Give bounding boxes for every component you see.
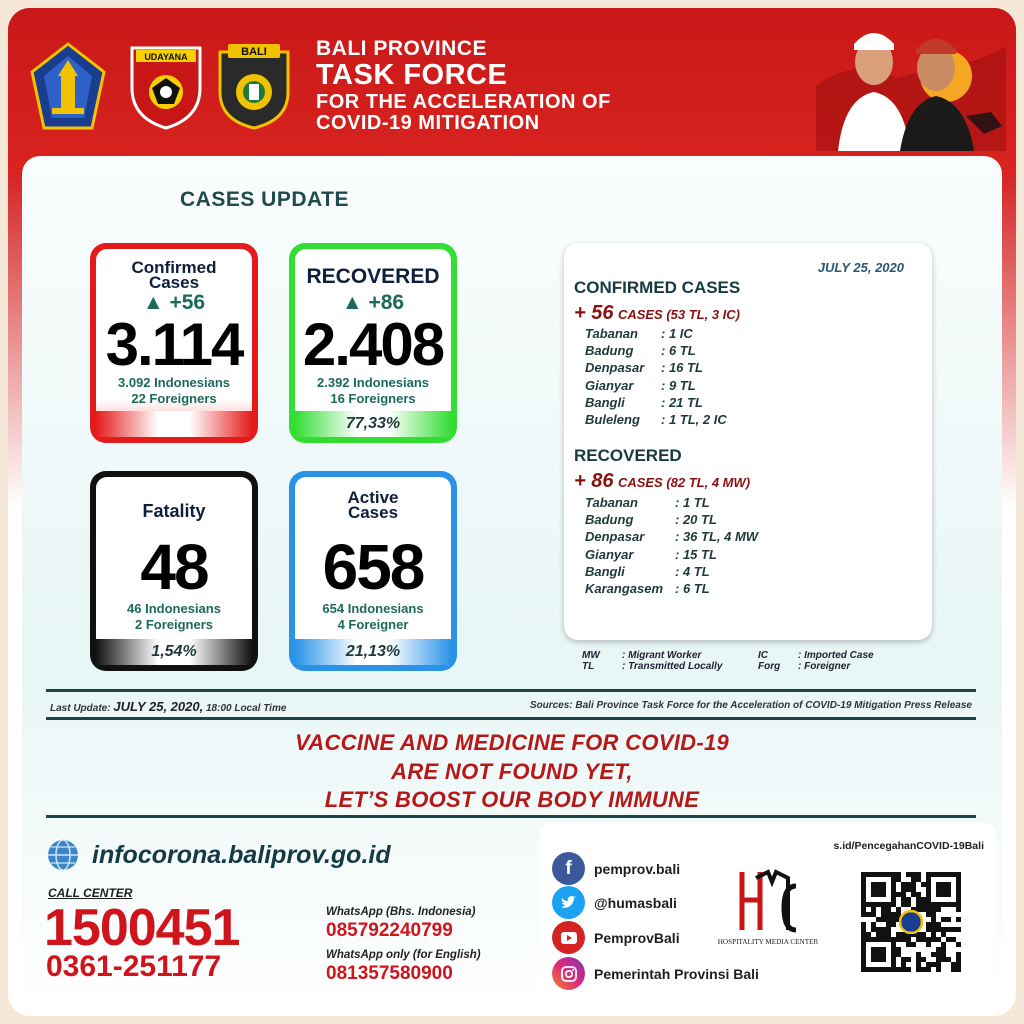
qr-module [871, 922, 876, 927]
regency-row [585, 580, 758, 597]
card-sub-2: 2 Foreigners [134, 617, 214, 632]
qr-finder [936, 882, 951, 897]
qr-module [931, 932, 936, 937]
qr-module [921, 937, 926, 942]
recovered-card [289, 243, 457, 443]
regency-count: : 6 TL [661, 343, 696, 359]
qr-module [941, 917, 946, 922]
regency-name: Buleleng [585, 412, 640, 428]
sources-note: Sources: Bali Province Task Force for the Acceleration of COVID-19 Mitigation Press Release [529, 700, 972, 711]
qr-module [901, 937, 906, 942]
social-instagram[interactable] [552, 957, 759, 990]
regency-name: Bangli [585, 563, 625, 579]
qr-module [956, 942, 961, 947]
qr-module [936, 937, 941, 942]
qr-module [916, 902, 921, 907]
qr-module [921, 897, 926, 902]
qr-module [951, 962, 956, 967]
qr-module [901, 887, 906, 892]
qr-module [926, 967, 931, 972]
qr-module [866, 912, 871, 917]
qr-module [861, 927, 866, 932]
regency-count: : 36 TL, 4 MW [675, 529, 759, 545]
qr-module [881, 927, 886, 932]
confirmed-detail-title: CONFIRMED CASES [574, 278, 741, 297]
qr-module [876, 917, 881, 922]
regency-name: Gianyar [585, 377, 634, 393]
qr-module [901, 892, 906, 897]
social-youtube[interactable] [552, 921, 680, 954]
instagram-icon [552, 957, 585, 990]
qr-module [916, 872, 921, 877]
qr-module [906, 872, 911, 877]
last-update-time: 18:00 Local Time [205, 703, 287, 714]
qr-module [941, 957, 946, 962]
regency-name: Tabanan [585, 326, 638, 341]
qr-module [861, 922, 866, 927]
qr-module [926, 912, 931, 917]
qr-module [896, 872, 901, 877]
qr-module [931, 917, 936, 922]
regency-row [585, 494, 758, 511]
qr-module [946, 917, 951, 922]
recovered-regency-list [585, 494, 758, 597]
confirmed-cases-card [90, 243, 258, 443]
qr-module [946, 937, 951, 942]
qr-module [941, 947, 946, 952]
card-sub-1: 3.092 Indonesians [118, 375, 230, 390]
qr-module [911, 887, 916, 892]
regency-count: : 1 TL [675, 495, 710, 510]
facebook-icon: f [552, 852, 585, 885]
qr-module [861, 912, 866, 917]
qr-module [871, 912, 876, 917]
confirmed-regency-list [585, 325, 727, 428]
qr-module [956, 967, 961, 972]
qr-module [946, 927, 951, 932]
qr-module [921, 967, 926, 972]
call-center-number[interactable]: 1500451 [44, 899, 240, 957]
udayana-emblem-icon [128, 42, 204, 130]
qr-module [906, 882, 911, 887]
qr-module [876, 932, 881, 937]
qr-module [891, 912, 896, 917]
card-inner [295, 477, 451, 665]
recovered-increase-number: + 86 [574, 470, 614, 492]
qr-module [901, 962, 906, 967]
qr-module [896, 947, 901, 952]
card-label: Active [347, 488, 399, 507]
task-force-title [316, 38, 611, 133]
qr-module [906, 957, 911, 962]
qr-module [941, 952, 946, 957]
bali-province-emblem-icon [30, 42, 106, 130]
regency-row [585, 359, 727, 376]
card-footer [96, 411, 252, 437]
header-banner [8, 8, 1016, 173]
qr-module [956, 927, 961, 932]
info-website-link[interactable]: infocorona.baliprov.go.id [92, 841, 391, 869]
qr-module [916, 952, 921, 957]
qr-module [956, 952, 961, 957]
qr-module [896, 952, 901, 957]
recovered-increase-detail: CASES (82 TL, 4 MW) [617, 475, 751, 490]
qr-module [926, 927, 931, 932]
regency-count: : 1 TL, 2 IC [661, 412, 727, 428]
regency-name: Denpasar [585, 529, 645, 545]
social-label: Pemerintah Provinsi Bali [594, 965, 759, 982]
qr-module [901, 902, 906, 907]
qr-module [931, 952, 936, 957]
title-line-1: BALI PROVINCE [316, 37, 488, 60]
qr-module [921, 902, 926, 907]
qr-module [901, 897, 906, 902]
regency-count: : 20 TL [675, 512, 717, 528]
qr-module [906, 967, 911, 972]
card-value: 3.114 [105, 311, 243, 378]
regency-count: : 4 TL [675, 563, 710, 579]
regency-count: : 16 TL [661, 360, 703, 376]
card-inner [96, 477, 252, 665]
regency-name: Karangasem [585, 581, 664, 597]
qr-module [906, 897, 911, 902]
recovery-rate: 77,33% [295, 411, 451, 437]
leaders-photo [816, 16, 1006, 151]
section-title: CASES UPDATE [180, 188, 349, 211]
recovered-increase [574, 470, 750, 493]
qr-module [916, 892, 921, 897]
qr-module [876, 927, 881, 932]
qr-module [861, 932, 866, 937]
hmc-caption: HOSPITALITY MEDIA CENTER [717, 938, 819, 946]
qr-module [911, 872, 916, 877]
qr-module [926, 907, 931, 912]
card-inner [295, 249, 451, 437]
twitter-icon [552, 886, 585, 919]
title-line-3: FOR THE ACCELERATION OF [316, 91, 611, 113]
qr-module [911, 892, 916, 897]
qr-module [896, 937, 901, 942]
regency-name: Badung [585, 512, 634, 528]
qr-module [931, 937, 936, 942]
legend-mw-desc: : Migrant Worker [622, 650, 702, 661]
title-line-4: COVID-19 MITIGATION [316, 112, 540, 134]
globe-icon [46, 838, 80, 872]
qr-module [941, 942, 946, 947]
fatality-card [90, 471, 258, 671]
qr-module [916, 897, 921, 902]
call-center-number-2[interactable]: 0361-251177 [46, 950, 222, 983]
qr-module [931, 927, 936, 932]
last-update-label: Last Update: [50, 703, 111, 714]
card-label-2: Cases [148, 273, 200, 292]
qr-module [871, 907, 876, 912]
qr-module [871, 927, 876, 932]
divider-slogan [46, 815, 976, 818]
qr-module [926, 942, 931, 947]
social-twitter[interactable] [552, 886, 677, 919]
fatality-rate: 1,54% [96, 639, 252, 665]
qr-module [911, 942, 916, 947]
qr-emblem-icon [900, 911, 922, 933]
qr-module [896, 932, 901, 937]
social-label: @humasbali [594, 894, 677, 911]
qr-module [896, 967, 901, 972]
qr-module [936, 922, 941, 927]
qr-module [916, 962, 921, 967]
play-glyph [561, 932, 577, 944]
qr-module [901, 957, 906, 962]
whatsapp-indonesia-label: WhatsApp (Bhs. Indonesia) [326, 906, 476, 918]
slogan-line-2: ARE NOT FOUND YET, [391, 759, 633, 784]
abbreviation-legend [582, 650, 874, 672]
regency-row [585, 342, 727, 359]
qr-module [886, 912, 891, 917]
qr-module [921, 957, 926, 962]
qr-module [926, 962, 931, 967]
card-label-2: Cases [347, 503, 399, 522]
qr-module [896, 907, 901, 912]
qr-module [956, 917, 961, 922]
regency-row [585, 411, 727, 428]
qr-module [926, 922, 931, 927]
qr-module [936, 952, 941, 957]
hospitality-media-center-logo [712, 868, 824, 948]
regency-name: Tabanan [585, 495, 638, 510]
qr-module [951, 927, 956, 932]
qr-module [906, 887, 911, 892]
qr-module [936, 967, 941, 972]
card-sub-2: 16 Foreigners [330, 391, 416, 406]
card-label: RECOVERED [306, 265, 440, 288]
social-label: PemprovBali [594, 929, 680, 946]
legend-ic: IC [758, 650, 768, 661]
qr-module [931, 907, 936, 912]
regency-row [585, 511, 758, 528]
qr-module [881, 917, 886, 922]
qr-module [926, 937, 931, 942]
qr-module [906, 902, 911, 907]
regency-row [585, 394, 727, 411]
divider-top [46, 689, 976, 692]
card-value: 48 [140, 531, 208, 603]
youtube-icon [552, 921, 585, 954]
qr-module [861, 907, 866, 912]
card-inner [96, 249, 252, 437]
last-update [50, 699, 286, 714]
qr-module [921, 932, 926, 937]
regency-count: : 15 TL [675, 546, 717, 562]
card-sub-1: 46 Indonesians [127, 601, 221, 616]
legend-tl-desc: : Transmitted Locally [622, 661, 723, 672]
qr-module [896, 877, 901, 882]
qr-module [931, 912, 936, 917]
qr-module [936, 927, 941, 932]
qr-module [921, 882, 926, 887]
social-facebook[interactable] [552, 852, 680, 885]
regency-row [585, 325, 727, 342]
call-center-label: CALL CENTER [48, 886, 133, 900]
title-line-2: TASK FORCE [316, 59, 508, 91]
qr-module [936, 957, 941, 962]
card-sub-2: 4 Foreigner [337, 617, 409, 632]
qr-module [896, 892, 901, 897]
qr-module [881, 907, 886, 912]
qr-module [951, 967, 956, 972]
card-value: 2.408 [302, 311, 444, 378]
qr-module [921, 907, 926, 912]
qr-module [886, 927, 891, 932]
qr-finder [871, 882, 886, 897]
regency-name: Bangli [585, 394, 625, 410]
svg-text:UDAYANA: UDAYANA [144, 52, 188, 62]
regency-count: : 21 TL [661, 394, 703, 410]
recovered-detail-title: RECOVERED [574, 446, 682, 465]
regency-name: Badung [585, 343, 634, 359]
slogan-line-3: LET’S BOOST OUR BODY IMMUNE [324, 787, 700, 812]
qr-module [916, 877, 921, 882]
regency-name: Gianyar [585, 546, 634, 562]
qr-module [951, 937, 956, 942]
card-sub-1: 2.392 Indonesians [317, 375, 429, 390]
qr-module [916, 937, 921, 942]
qr-module [891, 922, 896, 927]
svg-text:BALI: BALI [241, 46, 267, 58]
qr-module [886, 907, 891, 912]
qr-module [936, 907, 941, 912]
whatsapp-english-number[interactable]: 081357580900 [326, 963, 453, 984]
qr-module [886, 932, 891, 937]
qr-module [911, 882, 916, 887]
qr-module [891, 917, 896, 922]
confirmed-increase-detail: CASES (53 TL, 3 IC) [617, 307, 741, 322]
card-delta: ▲ +86 [341, 291, 405, 314]
bird-glyph [560, 895, 578, 911]
regency-row [585, 528, 758, 545]
detail-date: JULY 25, 2020 [817, 260, 904, 275]
card-sub-1: 654 Indonesians [322, 601, 424, 616]
daily-detail-box [564, 243, 932, 640]
legend-forg: Forg [758, 661, 781, 672]
card-delta: ▲ +56 [142, 291, 206, 314]
card-label: Fatality [142, 501, 206, 521]
qr-module [906, 937, 911, 942]
qr-module [916, 957, 921, 962]
qr-module [956, 907, 961, 912]
whatsapp-english-label: WhatsApp only (for English) [326, 949, 481, 961]
regency-row [585, 546, 758, 563]
qr-module [911, 877, 916, 882]
qr-caption[interactable]: s.id/PencegahanCOVID-19Bali [833, 840, 984, 852]
legend-ic-desc: : Imported Case [798, 650, 874, 661]
qr-module [946, 957, 951, 962]
active-cases-card [289, 471, 457, 671]
qr-module [906, 942, 911, 947]
qr-module [881, 912, 886, 917]
qr-code[interactable] [856, 866, 966, 978]
qr-module [901, 882, 906, 887]
whatsapp-indonesia-number[interactable]: 085792240799 [326, 920, 453, 941]
last-update-date: JULY 25, 2020, [113, 699, 204, 714]
slogan-line-1: VACCINE AND MEDICINE FOR COVID-19 [294, 730, 730, 755]
qr-module [941, 927, 946, 932]
card-sub-2: 22 Foreigners [131, 391, 217, 406]
qr-module [936, 962, 941, 967]
card-label: Confirmed [131, 258, 217, 277]
legend-mw: MW [582, 650, 600, 661]
qr-module [866, 932, 871, 937]
qr-module [881, 932, 886, 937]
bali-police-emblem-icon [216, 42, 292, 130]
qr-module [901, 967, 906, 972]
legend-forg-desc: : Foreigner [798, 661, 851, 672]
regency-row [585, 377, 727, 394]
divider-bottom [46, 717, 976, 720]
confirmed-increase [574, 302, 740, 325]
qr-module [916, 967, 921, 972]
qr-module [936, 947, 941, 952]
regency-count: : 6 TL [675, 581, 710, 597]
camera-glyph [561, 966, 577, 982]
qr-module [886, 922, 891, 927]
card-value: 658 [322, 531, 424, 603]
regency-row [585, 563, 758, 580]
active-rate: 21,13% [295, 639, 451, 665]
qr-module [931, 962, 936, 967]
legend-tl: TL [582, 661, 595, 672]
regency-count: : 9 TL [661, 377, 696, 393]
regency-count: : 1 IC [661, 326, 693, 341]
qr-finder [871, 947, 886, 962]
qr-module [931, 922, 936, 927]
qr-module [956, 962, 961, 967]
confirmed-increase-number: + 56 [574, 302, 614, 324]
qr-module [886, 917, 891, 922]
qr-module [956, 957, 961, 962]
regency-name: Denpasar [585, 360, 645, 376]
social-label: pemprov.bali [594, 860, 681, 877]
qr-module [941, 932, 946, 937]
